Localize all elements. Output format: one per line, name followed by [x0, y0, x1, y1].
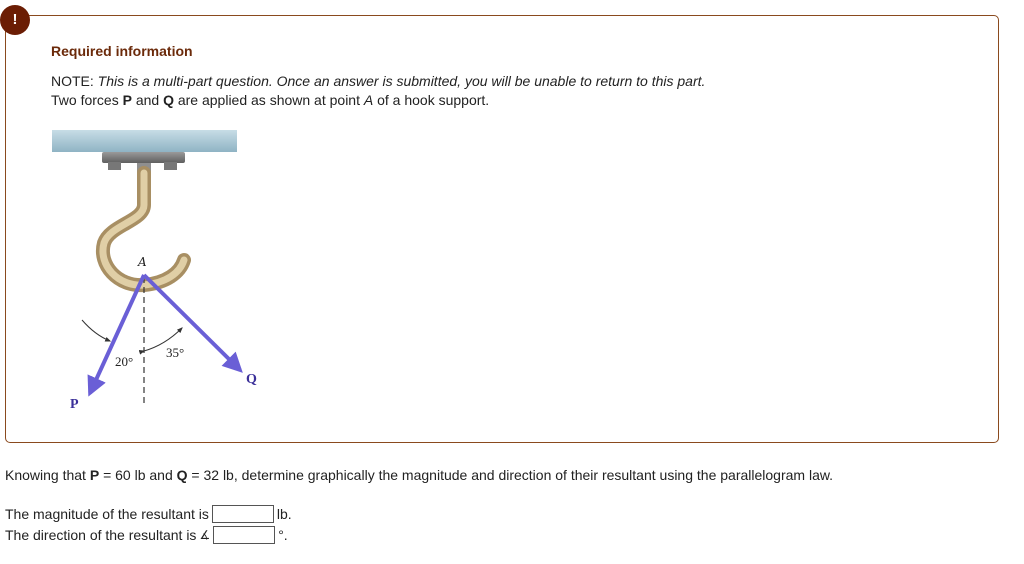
force-q-ref: Q	[163, 92, 174, 108]
ceiling	[52, 130, 237, 152]
angle-symbol-icon: ∡	[199, 528, 211, 542]
magnitude-input[interactable]	[212, 505, 274, 523]
direction-unit: °.	[278, 527, 288, 543]
alert-icon: !	[0, 5, 30, 35]
direction-row	[5, 525, 288, 545]
intro-text: of a hook support.	[373, 92, 490, 108]
intro-text: are applied as shown at point	[173, 92, 364, 108]
magnitude-unit: lb.	[276, 506, 292, 522]
hook-support-figure	[40, 125, 260, 425]
force-p-arrow	[90, 275, 144, 393]
bolt-left	[108, 162, 121, 170]
direction-input[interactable]	[213, 526, 275, 544]
force-q-label: Q	[246, 372, 257, 387]
intro-text: Two forces	[51, 92, 123, 108]
magnitude-label: The magnitude of the resultant is	[5, 506, 209, 522]
point-a-label: A	[138, 255, 147, 269]
question-text	[5, 467, 833, 483]
question-force-p: P	[89, 467, 100, 483]
note-text: This is a multi-part question. Once an answer is submitted, you will be unable to return to this part.	[97, 73, 706, 89]
point-a-ref: A	[363, 92, 374, 108]
problem-intro	[51, 92, 489, 108]
force-p-ref: P	[122, 92, 132, 108]
question-part: Knowing that	[5, 467, 90, 483]
bolt-right	[164, 162, 177, 170]
magnitude-row	[5, 504, 292, 524]
question-part: = 32 lb, determine graphically the magnitude and direction of their resultant using the parallelogram law.	[187, 467, 834, 483]
question-force-q: Q	[176, 467, 188, 483]
force-q-arrow	[144, 275, 240, 370]
angle-left-label: 20°	[115, 354, 134, 369]
required-info-title: Required information	[51, 43, 193, 59]
angle-arc-left	[82, 320, 110, 341]
direction-label: The direction of the resultant is	[5, 527, 197, 543]
note-prefix: NOTE:	[51, 73, 98, 89]
force-p-label: P	[70, 397, 79, 412]
mounting-plate	[102, 152, 185, 163]
note-line	[51, 73, 705, 89]
intro-text: and	[131, 92, 164, 108]
question-part: = 60 lb and	[99, 467, 177, 483]
angle-right-label: 35°	[166, 345, 185, 360]
